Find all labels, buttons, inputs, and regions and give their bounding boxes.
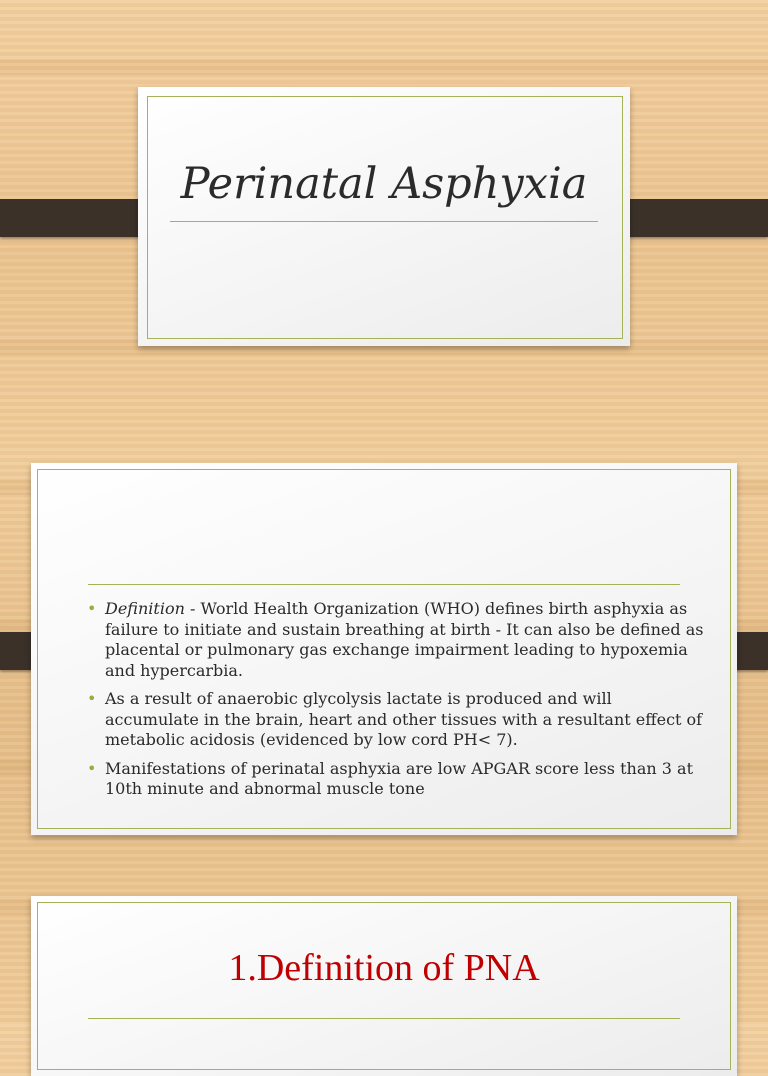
bullet-text: Manifestations of perinatal asphyxia are low APGAR score less than 3 at 10th minute and abnormal muscle tone xyxy=(105,758,693,798)
slide1-right-band xyxy=(612,199,768,237)
title-slide[interactable] xyxy=(138,87,630,346)
slide1-left-band xyxy=(0,199,156,237)
definition-slide[interactable] xyxy=(31,463,737,835)
title-slide-frame xyxy=(147,96,623,339)
bullet-item-glycolysis xyxy=(87,689,705,751)
bullet-text: As a result of anaerobic glycolysis lactate is produced and will accumulate in the brain, heart and other tissues with a resultant effect of metabolic acidosis (evidenced by low cord PH< 7). xyxy=(105,689,703,749)
section-slide-rule xyxy=(88,1018,680,1019)
bullet-lead: Definition xyxy=(105,599,185,618)
bullet-icon: • xyxy=(87,758,97,778)
bullet-icon: • xyxy=(87,599,97,618)
section-slide-heading: 1.Definition of PNA xyxy=(228,947,540,989)
bullet-list xyxy=(87,599,705,808)
bullet-text: - World Health Organization (WHO) defines birth asphyxia as failure to initiate and sustain breathing at birth - It can also be defined as placental or pulmonary gas exchange impairment leading to hypoxemia and hypercarbia. xyxy=(105,599,704,680)
section-slide[interactable] xyxy=(31,896,737,1076)
title-slide-rule xyxy=(170,221,598,222)
title-slide-heading: Perinatal Asphyxia xyxy=(180,159,588,209)
definition-slide-rule xyxy=(88,584,680,585)
bullet-item-manifestations xyxy=(87,758,705,800)
bullet-item-definition xyxy=(87,599,705,681)
bullet-icon: • xyxy=(87,689,97,708)
